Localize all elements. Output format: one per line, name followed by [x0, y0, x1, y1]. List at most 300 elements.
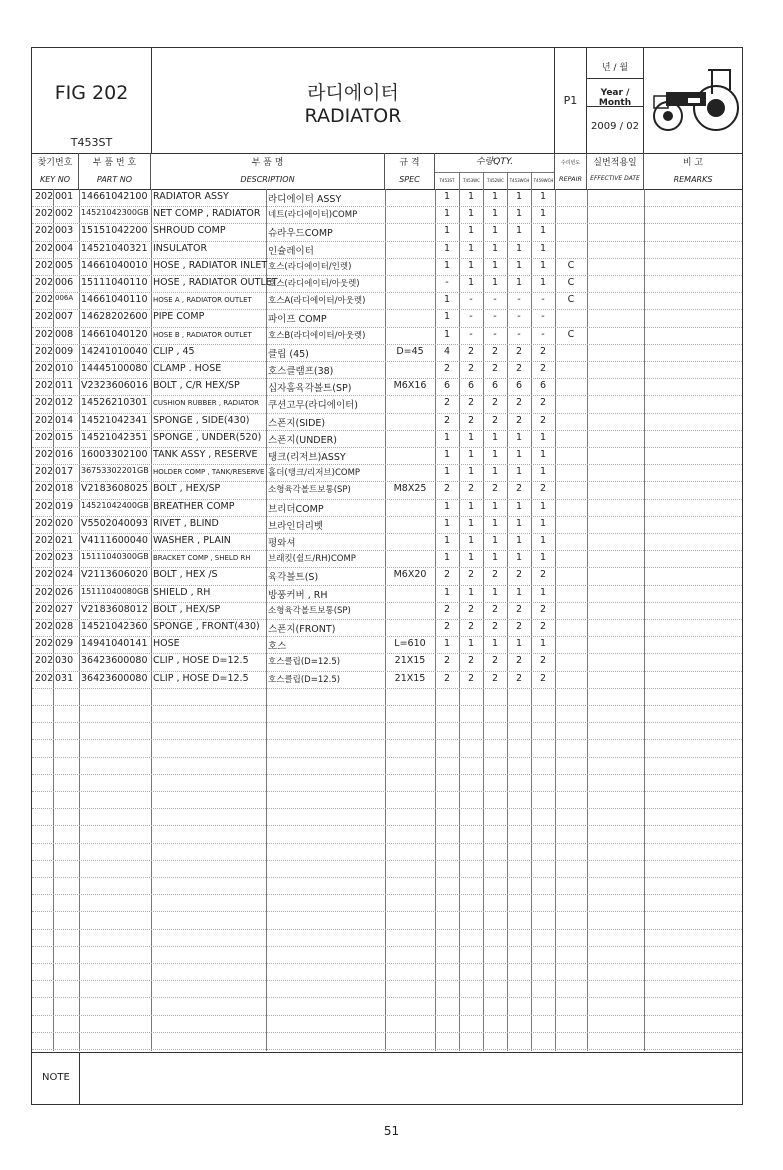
cell-qty: 1: [491, 500, 499, 512]
cell-spec: D=45: [396, 345, 424, 357]
cell-fig: 202: [35, 500, 54, 512]
cell-qty: -: [541, 294, 545, 306]
cell-part: V2323606016: [81, 380, 148, 392]
note-label: NOTE: [42, 1072, 70, 1083]
parts-table-body: [32, 189, 742, 1051]
cell-qty: 1: [491, 535, 499, 546]
cell-desc: INSULATOR: [153, 242, 208, 254]
table-row: [32, 206, 742, 224]
cell-qty: 2: [515, 569, 523, 581]
col-remarks-kr: 비 고: [682, 158, 704, 168]
cell-desc: WASHER , PLAIN: [153, 535, 231, 546]
cell-qty: -: [493, 294, 497, 306]
cell-part: 36753302201GB: [81, 466, 149, 476]
cell-qty: 1: [467, 449, 475, 460]
cell-kr: 육각볼트(S): [268, 572, 319, 584]
cell-key: 012: [55, 397, 74, 409]
cell-qty: 1: [539, 225, 547, 237]
cell-kr: 소형육각볼트보통(SP): [268, 605, 351, 616]
cell-part: 14661040010: [81, 259, 148, 271]
cell-fig: 202: [35, 466, 54, 478]
cell-qty: 2: [515, 672, 523, 684]
cell-kr: 소형육각볼트보통(SP): [268, 485, 351, 496]
cell-key: 028: [55, 621, 74, 632]
cell-qty: 1: [539, 431, 547, 443]
cell-part: 14661040110: [81, 294, 148, 306]
cell-qty: 1: [491, 638, 499, 650]
cell-key: 027: [55, 603, 74, 615]
cell-qty: 2: [539, 483, 547, 495]
cell-desc: SPONGE , FRONT(430): [153, 621, 260, 632]
cell-fig: 202: [35, 242, 54, 254]
cell-key: 002: [55, 208, 74, 220]
cell-qty: 1: [515, 517, 523, 529]
cell-qty: 1: [491, 277, 499, 288]
table-row: [32, 619, 742, 637]
table-row: [32, 567, 742, 585]
table-row: [32, 361, 742, 379]
cell-qty: 1: [443, 294, 451, 306]
cell-key: 011: [55, 380, 74, 392]
empty-row: [32, 877, 742, 895]
cell-kr: 호스클립(D=12.5): [268, 657, 341, 668]
empty-row: [32, 808, 742, 826]
table-row: [32, 636, 742, 654]
cell-qty: 2: [491, 397, 499, 409]
cell-fig: 202: [35, 483, 54, 495]
cell-kr: 인슐레이터: [268, 245, 314, 257]
cell-key: 024: [55, 569, 74, 581]
cell-repair: C: [567, 294, 575, 306]
cell-key: 010: [55, 363, 74, 374]
cell-qty: 1: [539, 552, 547, 564]
cell-qty: 1: [467, 500, 475, 512]
cell-qty: -: [469, 294, 473, 306]
cell-desc: RADIATOR ASSY: [153, 191, 229, 202]
cell-fig: 202: [35, 397, 54, 409]
cell-qty: 1: [515, 242, 523, 254]
table-row: [32, 413, 742, 431]
cell-qty: 1: [491, 449, 499, 460]
empty-row: [32, 688, 742, 706]
cell-qty: 1: [539, 259, 547, 271]
cell-part: 15151042200: [81, 225, 148, 237]
cell-kr: 평와셔: [268, 538, 296, 549]
cell-qty: 2: [491, 483, 499, 495]
cell-key: 008: [55, 328, 74, 340]
cell-kr: 홀더(탱크/리저브)COMP: [268, 468, 361, 479]
cell-part: 14521042351: [81, 431, 148, 443]
cell-desc: BOLT , HEX /S: [153, 569, 218, 581]
cell-desc: CLIP , HOSE D=12.5: [153, 672, 249, 684]
cell-key: 021: [55, 535, 74, 546]
cell-qty: 2: [443, 655, 451, 667]
cell-kr: 슈라우드COMP: [268, 228, 333, 240]
cell-qty: 2: [515, 483, 523, 495]
cell-fig: 202: [35, 363, 54, 374]
qty-model-3: T452WC: [483, 173, 507, 189]
cell-qty: 2: [467, 414, 475, 426]
empty-row: [32, 1015, 742, 1033]
cell-qty: 2: [443, 603, 451, 615]
cell-desc: SPONGE , SIDE(430): [153, 414, 250, 426]
col-effective-en: EFFECTIVE DATE: [590, 175, 640, 182]
cell-qty: 6: [467, 380, 475, 392]
cell-qty: 2: [491, 672, 499, 684]
table-row: [32, 344, 742, 362]
cell-part: 36423600080: [81, 655, 148, 667]
cell-qty: 2: [515, 397, 523, 409]
cell-qty: 1: [443, 431, 451, 443]
cell-qty: 1: [539, 191, 547, 202]
table-row: [32, 327, 742, 345]
cell-desc: BRACKET COMP , SHELD RH: [153, 554, 251, 563]
cell-qty: 1: [467, 191, 475, 202]
empty-row: [32, 774, 742, 792]
cell-key: 026: [55, 586, 74, 598]
table-row: [32, 550, 742, 568]
cell-qty: 1: [467, 431, 475, 443]
qty-model-1: T453ST: [439, 178, 455, 183]
cell-qty: 1: [515, 431, 523, 443]
table-row: [32, 516, 742, 534]
cell-qty: 6: [491, 380, 499, 392]
table-row: [32, 602, 742, 620]
cell-qty: 1: [467, 638, 475, 650]
cell-kr: 호스(라디에이터/인렛): [268, 261, 352, 272]
tractor-icon: [648, 56, 738, 136]
cell-qty: 1: [539, 500, 547, 512]
cell-qty: 2: [467, 345, 475, 357]
cell-part: 14241010040: [81, 345, 148, 357]
cell-qty: 2: [491, 414, 499, 426]
cell-qty: 6: [443, 380, 451, 392]
empty-row: [32, 757, 742, 775]
page-number: 51: [383, 1124, 400, 1138]
cell-qty: 2: [443, 363, 451, 374]
cell-qty: 1: [467, 242, 475, 254]
col-effective: [587, 153, 644, 189]
table-row: [32, 653, 742, 671]
cell-qty: 1: [515, 535, 523, 546]
parts-sheet: [31, 47, 743, 1105]
cell-part: 14521042300GB: [81, 208, 149, 218]
cell-repair: C: [567, 259, 575, 271]
cell-fig: 202: [35, 345, 54, 357]
cell-qty: 1: [467, 552, 475, 564]
cell-qty: 1: [515, 638, 523, 650]
cell-fig: 202: [35, 586, 54, 598]
cell-qty: 1: [467, 466, 475, 478]
cell-part: 14941040141: [81, 638, 148, 650]
cell-desc: HOSE: [153, 638, 180, 650]
cell-qty: 1: [539, 208, 547, 220]
cell-desc: HOSE , RADIATOR OUTLET: [153, 277, 278, 288]
table-row: [32, 292, 742, 310]
empty-row: [32, 963, 742, 981]
cell-kr: 호스클립(D=12.5): [268, 674, 341, 685]
cell-qty: 2: [539, 672, 547, 684]
cell-qty: 1: [443, 535, 451, 546]
cell-qty: 1: [515, 277, 523, 288]
qty-model-5: T459WCH: [531, 173, 555, 189]
cell-part: 15111040080GB: [81, 586, 149, 596]
cell-part: 14628202600: [81, 311, 148, 323]
page-code: P1: [563, 94, 578, 107]
cell-qty: 1: [491, 431, 499, 443]
cell-qty: 2: [539, 603, 547, 615]
note-section: [32, 1052, 742, 1105]
model-code: T453ST: [70, 136, 113, 149]
table-row: [32, 258, 742, 276]
cell-desc: CLIP , HOSE D=12.5: [153, 655, 249, 667]
cell-qty: 2: [491, 363, 499, 374]
cell-qty: 2: [515, 414, 523, 426]
cell-qty: 1: [443, 225, 451, 237]
cell-key: 018: [55, 483, 74, 495]
year-month-korean: 년 / 월: [601, 63, 629, 73]
cell-qty: -: [469, 328, 473, 340]
col-repair-en: REPAIR: [558, 175, 583, 183]
cell-fig: 202: [35, 208, 54, 220]
cell-kr: 호스(라디에이터/아웃렛): [268, 279, 360, 289]
cell-desc: NET COMP , RADIATOR: [153, 208, 261, 220]
cell-key: 015: [55, 431, 74, 443]
cell-fig: 202: [35, 414, 54, 426]
cell-qty: 2: [515, 603, 523, 615]
cell-desc: HOSE A , RADIATOR OUTLET: [153, 296, 252, 305]
cell-key: 031: [55, 672, 74, 684]
cell-qty: 1: [515, 466, 523, 478]
cell-part: 14661042100: [81, 191, 148, 202]
col-remarks-en: REMARKS: [673, 175, 713, 184]
cell-qty: 1: [443, 208, 451, 220]
cell-qty: 2: [539, 655, 547, 667]
empty-row: [32, 894, 742, 912]
cell-qty: 1: [539, 586, 547, 598]
cell-qty: 2: [443, 621, 451, 632]
cell-qty: 1: [491, 586, 499, 598]
table-row: [32, 585, 742, 603]
cell-kr: 호스A(라디에이터/아웃렛): [268, 296, 366, 307]
cell-qty: 1: [539, 242, 547, 254]
cell-qty: 1: [515, 208, 523, 220]
cell-qty: 1: [443, 449, 451, 460]
cell-fig: 202: [35, 449, 54, 460]
cell-kr: 방풍커버 , RH: [268, 589, 328, 601]
cell-key: 014: [55, 414, 74, 426]
cell-kr: 탱크(리저브)ASSY: [268, 452, 346, 463]
cell-fig: 202: [35, 552, 54, 564]
cell-qty: 1: [443, 638, 451, 650]
table-row: [32, 481, 742, 499]
cell-fig: 202: [35, 672, 54, 684]
cell-spec: 21X15: [394, 655, 426, 667]
qty-model-2: T453WC: [459, 173, 483, 189]
cell-qty: 1: [443, 311, 451, 323]
table-row: [32, 309, 742, 327]
cell-qty: 2: [539, 569, 547, 581]
cell-fig: 202: [35, 535, 54, 546]
cell-qty: 2: [467, 655, 475, 667]
cell-kr: 스폰지(UNDER): [268, 434, 337, 446]
cell-part: V2183608012: [81, 603, 148, 615]
col-desc-en: DESCRIPTION: [240, 175, 295, 184]
cell-desc: PIPE COMP: [153, 311, 205, 323]
cell-qty: 2: [491, 603, 499, 615]
cell-qty: -: [445, 277, 449, 288]
table-row: [32, 189, 742, 207]
cell-qty: 2: [443, 483, 451, 495]
col-qty: [435, 153, 555, 189]
cell-qty: -: [493, 311, 497, 323]
col-remarks: [644, 153, 742, 189]
table-row: [32, 499, 742, 517]
cell-fig: 202: [35, 431, 54, 443]
cell-qty: 1: [539, 449, 547, 460]
cell-qty: 1: [515, 500, 523, 512]
cell-qty: 2: [467, 363, 475, 374]
cell-desc: TANK ASSY , RESERVE: [153, 449, 258, 460]
cell-qty: -: [517, 294, 521, 306]
empty-row: [32, 946, 742, 964]
cell-qty: 2: [515, 621, 523, 632]
cell-qty: 2: [467, 603, 475, 615]
empty-row: [32, 722, 742, 740]
cell-fig: 202: [35, 259, 54, 271]
cell-desc: BOLT , HEX/SP: [153, 603, 221, 615]
cell-desc: RIVET , BLIND: [153, 517, 219, 529]
table-row: [32, 275, 742, 293]
col-part-kr: 부 품 번 호: [92, 158, 137, 168]
cell-part: 14445100080: [81, 363, 148, 374]
sheet-header: [32, 48, 742, 154]
empty-row: [32, 705, 742, 723]
cell-qty: 2: [467, 483, 475, 495]
cell-qty: 1: [443, 191, 451, 202]
cell-part: V2183608025: [81, 483, 148, 495]
cell-kr: 파이프 COMP: [268, 314, 327, 326]
cell-key: 006A: [55, 294, 74, 303]
cell-kr: 네트(라디에이터)COMP: [268, 210, 358, 221]
cell-qty: 2: [467, 621, 475, 632]
cell-key: 019: [55, 500, 74, 512]
cell-fig: 202: [35, 517, 54, 529]
cell-key: 030: [55, 655, 74, 667]
empty-row: [32, 980, 742, 998]
cell-qty: 1: [491, 466, 499, 478]
cell-part: 16003302100: [81, 449, 148, 460]
cell-qty: 2: [491, 345, 499, 357]
cell-kr: 호스B(라디에이터/아웃렛): [268, 330, 366, 341]
cell-qty: 1: [443, 466, 451, 478]
empty-row: [32, 791, 742, 809]
cell-qty: 2: [515, 345, 523, 357]
cell-desc: BOLT , C/R HEX/SP: [153, 380, 240, 392]
cell-qty: 1: [515, 586, 523, 598]
cell-qty: 1: [443, 328, 451, 340]
cell-key: 001: [55, 191, 74, 202]
cell-qty: 2: [539, 345, 547, 357]
cell-qty: 2: [491, 569, 499, 581]
cell-qty: 1: [491, 517, 499, 529]
title-korean: 라디에이터: [307, 82, 399, 104]
cell-qty: 2: [539, 397, 547, 409]
cell-qty: 1: [539, 638, 547, 650]
col-key-en: KEY NO: [39, 175, 70, 184]
cell-qty: 1: [443, 259, 451, 271]
cell-desc: CUSHION RUBBER , RADIATOR: [153, 399, 260, 408]
cell-part: V2113606020: [81, 569, 148, 581]
cell-fig: 202: [35, 655, 54, 667]
col-spec-en: SPEC: [399, 175, 420, 184]
cell-desc: CLAMP . HOSE: [153, 363, 222, 374]
cell-qty: 6: [515, 380, 523, 392]
cell-qty: -: [541, 328, 545, 340]
cell-key: 006: [55, 277, 74, 288]
cell-qty: 2: [539, 363, 547, 374]
cell-key: 020: [55, 517, 74, 529]
table-row: [32, 241, 742, 259]
cell-qty: 2: [491, 655, 499, 667]
cell-key: 007: [55, 311, 74, 323]
cell-qty: 2: [443, 569, 451, 581]
table-row: [32, 533, 742, 551]
cell-desc: SHIELD , RH: [153, 586, 211, 598]
cell-qty: 1: [539, 466, 547, 478]
cell-spec: M6X20: [393, 569, 427, 581]
cell-fig: 202: [35, 328, 54, 340]
empty-row: [32, 739, 742, 757]
col-spec: [385, 153, 435, 189]
cell-part: 15111040110: [81, 277, 148, 288]
cell-qty: 2: [443, 672, 451, 684]
col-effective-kr: 실번적용일: [593, 158, 637, 168]
cell-desc: HOSE B , RADIATOR OUTLET: [153, 330, 252, 339]
cell-part: 14521042341: [81, 414, 148, 426]
cell-qty: 2: [467, 569, 475, 581]
cell-qty: 1: [443, 552, 451, 564]
cell-qty: 1: [443, 586, 451, 598]
cell-fig: 202: [35, 603, 54, 615]
cell-desc: HOSE , RADIATOR INLET: [153, 259, 268, 271]
cell-key: 029: [55, 638, 74, 650]
year-month-box: [587, 48, 644, 153]
cell-fig: 202: [35, 569, 54, 581]
table-row: [32, 447, 742, 465]
table-row: [32, 378, 742, 396]
cell-qty: 2: [539, 621, 547, 632]
cell-qty: 1: [467, 517, 475, 529]
figure-box: [32, 48, 152, 153]
cell-qty: 1: [491, 225, 499, 237]
cell-qty: 4: [443, 345, 451, 357]
cell-kr: 브리더COMP: [268, 503, 324, 515]
empty-row: [32, 1032, 742, 1050]
empty-row: [32, 911, 742, 929]
cell-kr: 호스: [268, 641, 287, 653]
cell-kr: 십자홈육각볼트(SP): [268, 383, 352, 395]
cell-qty: 1: [467, 208, 475, 220]
col-repair-kr: 수리빈도: [560, 160, 581, 166]
cell-qty: -: [517, 311, 521, 323]
table-row: [32, 223, 742, 241]
cell-kr: 호스클램프(38): [268, 366, 334, 377]
table-row: [32, 430, 742, 448]
cell-desc: BREATHER COMP: [153, 500, 235, 512]
col-part: [79, 153, 151, 189]
cell-kr: 스폰지(SIDE): [268, 417, 326, 429]
